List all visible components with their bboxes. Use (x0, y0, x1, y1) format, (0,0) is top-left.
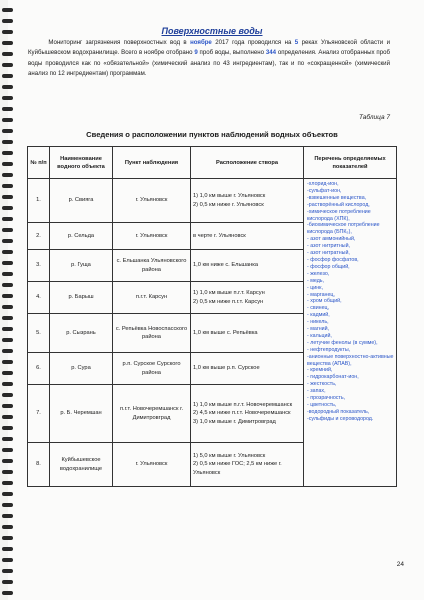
binding-ring (2, 580, 13, 584)
binding-ring (2, 151, 13, 155)
location-cell (191, 282, 304, 314)
binding-ring (2, 371, 13, 375)
binding-ring (2, 283, 13, 287)
observation-point: г. Ульяновск (113, 223, 191, 250)
binding-ring (2, 437, 13, 441)
parameter-item: - запах, (307, 388, 326, 395)
binding-ring (2, 503, 13, 507)
location-line: 2) 0,5 км ниже ГОС; 2,5 км ниже г. Ульяновск (193, 461, 282, 476)
binding-ring (2, 19, 13, 23)
parameter-item: -водородный показатель, (307, 408, 370, 415)
header-params: Перечень определяемых показателей (304, 147, 397, 179)
binding-ring (2, 162, 13, 166)
row-number: 4. (28, 282, 50, 314)
parameter-item: - летучие фенолы (в сумме), (307, 339, 378, 346)
table-row (28, 179, 397, 223)
location-line: в черте г. Ульяновск (193, 232, 246, 239)
binding-ring (2, 459, 13, 463)
parameter-item: - фосфор фосфатов, (307, 256, 359, 263)
binding-ring (2, 184, 13, 188)
location-line: 2) 4,5 км ниже п.г.т. Новочеремшанск (193, 410, 291, 417)
binding-ring (2, 591, 13, 595)
binding-ring (2, 85, 13, 89)
intro-paragraph: Мониторинг загрязнения поверхностных вод в ноябре 2017 года проводился на 5 реках Ульяновской области и Куйбышевском водохранилище. Всего в ноябре отобрано 9 проб воды, выполнено 344 определения. Анализ отобранных проб воды проводился как по «обязательной» (химический анализ по 43 ингредиентам), так и по «сокращенной» (химический анализ по 12 ингредиентам) программам. (28, 39, 390, 77)
binding-ring (2, 404, 13, 408)
parameter-item: -взвешенные вещества, (307, 194, 367, 201)
water-object-name: р. Сызрань (50, 314, 113, 353)
parameter-item: - марганец, (307, 291, 335, 298)
binding-ring (2, 360, 13, 364)
binding-ring (2, 393, 13, 397)
location-line: 1) 1,0 км выше п.г.т. Новочеремшанск (193, 402, 293, 409)
binding-ring (2, 338, 13, 342)
parameter-item: - кадмий, (307, 312, 330, 319)
binding-ring (2, 217, 13, 221)
row-number: 5. (28, 314, 50, 353)
row-number: 8. (28, 443, 50, 487)
header-num: № п/п (28, 147, 50, 179)
binding-ring (2, 525, 13, 529)
parameter-item: - фосфор общий, (307, 263, 350, 270)
water-object-name: р. Барыш (50, 282, 113, 314)
binding-ring (2, 96, 13, 100)
location-line: 2) 0,5 км ниже г. Ульяновск (193, 201, 264, 208)
parameter-item: - гидрокарбонат-ион, (307, 374, 359, 381)
samples-count: 9 (194, 49, 198, 57)
binding-ring (2, 492, 13, 496)
parameter-item: -биохимическое потребление кислорода (БПК₅), (307, 222, 380, 236)
binding-ring (2, 327, 13, 331)
binding-ring (2, 118, 13, 122)
parameter-item: -анионные поверхностно-активные вещества (АПАВ), (307, 353, 394, 367)
binding-ring (2, 305, 13, 309)
observation-point: г. Ульяновск (113, 443, 191, 487)
binding-ring (2, 41, 13, 45)
binding-ring (2, 52, 13, 56)
parameter-item: - никель, (307, 319, 329, 326)
binding-ring (2, 481, 13, 485)
observation-point: п.г.т. Новочеремшанск г. Димитровград (113, 385, 191, 443)
row-number: 3. (28, 250, 50, 282)
water-object-name: р. Сельда (50, 223, 113, 250)
parameter-item: - свинец, (307, 305, 330, 312)
parameter-item: -хлорид-ион, (307, 181, 339, 187)
parameter-item: -сульфат-ион, (307, 187, 342, 194)
binding-ring (2, 294, 13, 298)
binding-ring (2, 382, 13, 386)
parameter-item: - нефтепродукты, (307, 346, 351, 353)
row-number: 1. (28, 179, 50, 223)
water-object-name: р. Б. Черемшан (50, 385, 113, 443)
spiral-binding (0, 0, 16, 600)
month-highlight: ноябре (190, 39, 212, 46)
location-cell (191, 443, 304, 487)
section-heading: Поверхностные воды (161, 26, 263, 36)
binding-ring (2, 8, 13, 12)
binding-ring (2, 228, 13, 232)
location-line: 1) 1,0 км выше г. Ульяновск (193, 193, 266, 200)
observation-point: с. Репьёвка Новоспасского района (113, 314, 191, 353)
table-title: Сведения о расположении пунктов наблюдений водных объектов (86, 130, 338, 139)
observation-point: п.г.т. Карсун (113, 282, 191, 314)
parameters-list (304, 179, 397, 487)
row-number: 7. (28, 385, 50, 443)
parameter-item: - азот нитритный, (307, 243, 351, 250)
binding-ring (2, 272, 13, 276)
location-line: 1,0 км выше р.п. Сурское (193, 365, 260, 372)
determinations-count: 344 (265, 49, 277, 57)
binding-ring (2, 74, 13, 78)
location-cell (191, 353, 304, 385)
location-line: 1,0 км ниже с. Ельшанка (193, 262, 259, 269)
location-cell (191, 385, 304, 443)
binding-ring (2, 470, 13, 474)
table-caption: Таблица 7 (358, 114, 390, 121)
binding-ring (2, 195, 13, 199)
parameter-item: - железо, (307, 270, 330, 277)
location-cell (191, 223, 304, 250)
binding-ring (2, 107, 13, 111)
header-object: Наименование водного объекта (50, 147, 113, 179)
parameter-item: -химическое потребление кислорода (ХПК), (307, 208, 371, 222)
binding-ring (2, 239, 13, 243)
parameter-item: - прозрачность, (307, 395, 346, 402)
parameter-item: - медь, (307, 277, 325, 284)
binding-ring (2, 173, 13, 177)
header-point: Пункт наблюдения (113, 147, 191, 179)
location-cell (191, 314, 304, 353)
parameter-item: - азот нитратный, (307, 250, 350, 257)
parameter-item: - цинк, (307, 284, 323, 291)
binding-ring (2, 514, 13, 518)
binding-ring (2, 261, 13, 265)
binding-ring (2, 569, 13, 573)
parameter-item: - жесткость, (307, 381, 337, 388)
binding-ring (2, 140, 13, 144)
location-line: 1,0 км выше с. Репьёвка (193, 329, 258, 336)
binding-ring (2, 558, 13, 562)
observation-points-table (27, 146, 397, 487)
parameter-item: - кремний, (307, 367, 333, 374)
location-line: 1) 1,0 км выше п.г.т. Карсун (193, 290, 265, 297)
parameter-item: - азот аммонийный, (307, 236, 356, 243)
parameter-item: - кальций, (307, 332, 332, 339)
location-line: 3) 1,0 км выше г. Димитровград (193, 418, 276, 425)
location-line: 2) 0,5 км ниже п.г.т. Карсун (193, 298, 264, 305)
header-location: Расположение створа (191, 147, 304, 179)
parameter-item: -сульфиды и сероводород. (307, 415, 374, 422)
water-object-name: р. Гуща (50, 250, 113, 282)
binding-ring (2, 316, 13, 320)
row-number: 2. (28, 223, 50, 250)
water-object-name: Куйбышевское водохранилище (50, 443, 113, 487)
parameter-item: - магний, (307, 326, 330, 333)
observation-point: с. Ельшанка Ульяновского района (113, 250, 191, 282)
observation-point: г. Ульяновск (113, 179, 191, 223)
water-object-name: р. Сура (50, 353, 113, 385)
binding-ring (2, 415, 13, 419)
page-number: 24 (396, 561, 404, 568)
water-object-name: р. Свияга (50, 179, 113, 223)
binding-ring (2, 448, 13, 452)
observation-point: р.п. Сурское Сурского района (113, 353, 191, 385)
row-number: 6. (28, 353, 50, 385)
parameter-item: -растворённый кислород, (307, 201, 370, 208)
binding-ring (2, 63, 13, 67)
binding-ring (2, 250, 13, 254)
rivers-count: 5 (294, 39, 299, 46)
location-cell (191, 250, 304, 282)
parameter-item: - хром общий, (307, 298, 342, 305)
location-cell (191, 179, 304, 223)
binding-ring (2, 536, 13, 540)
parameter-item: - цветность, (307, 402, 337, 408)
binding-ring (2, 349, 13, 353)
binding-ring (2, 547, 13, 551)
binding-ring (2, 426, 13, 430)
location-line: 1) 5,0 км выше г. Ульяновск (193, 453, 266, 460)
binding-ring (2, 206, 13, 210)
